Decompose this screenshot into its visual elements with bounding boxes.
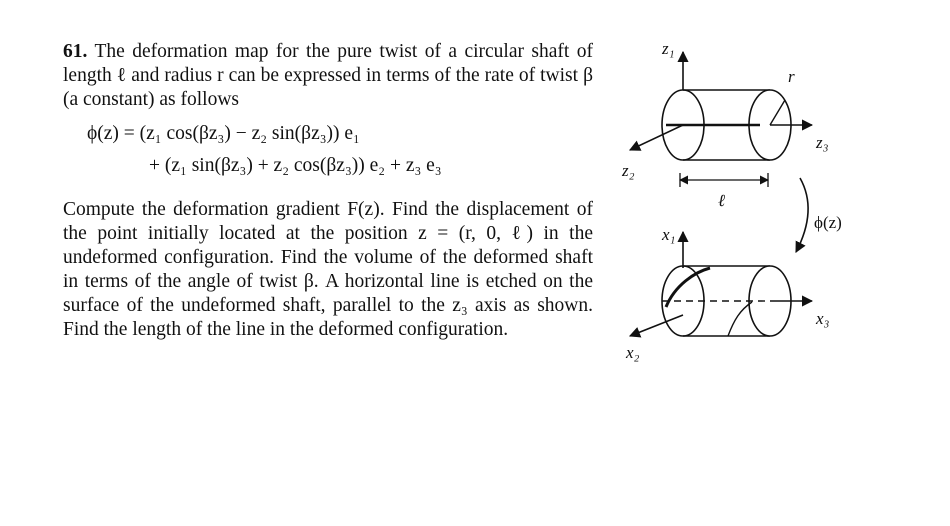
- problem-intro-paragraph: [63, 40, 593, 112]
- z2-axis-label: z₂: [622, 161, 635, 180]
- undeformed-shaft: [621, 39, 829, 210]
- deformation-map-equation: [63, 122, 593, 184]
- twisted-line-far: [728, 302, 752, 336]
- problem-intro-text: The deformation map for the pure twist of a circular shaft of length ℓ and radius r can be expressed in terms of the rate of twist β (a constant) as follows: [63, 41, 593, 110]
- twisted-shaft-figure: [600, 30, 930, 370]
- length-label: ℓ: [718, 191, 726, 210]
- x3-axis-label: x₃: [816, 309, 830, 328]
- equation-line-1: ϕ(z) = (z₁ cos(βz₃) − z₂ sin(βz₃)) e₁: [87, 123, 360, 144]
- map-label: ϕ(z): [814, 213, 842, 232]
- problem-body-paragraph: Compute the deformation gradient F(z). Find the displacement of the point initially located at the position z = (r, 0, ℓ) in the undeformed configuration. Find the volume of the deformed shaft in terms of the angle of twist β. A horizontal line is etched on the surface of the undeformed shaft, parallel to the z₃ axis as shown. Find the length of the line in the deformed configuration.: [63, 199, 593, 340]
- equation-line-2: + (z₁ sin(βz₃) + z₂ cos(βz₃)) e₂ + z₃ e₃: [149, 155, 442, 176]
- z3-axis-label: z₃: [816, 133, 829, 152]
- map-curve-arrow: [796, 178, 808, 252]
- radius-label: r: [788, 67, 795, 86]
- x1-axis-label: x₁: [662, 225, 676, 244]
- deformation-map-arrow: [796, 178, 842, 252]
- z1-axis-label: z₁: [662, 39, 675, 58]
- z2-axis-arrow: [630, 125, 683, 150]
- x2-axis-label: x₂: [626, 343, 640, 362]
- problem-number: 61.: [63, 41, 88, 62]
- problem-61: [63, 40, 593, 342]
